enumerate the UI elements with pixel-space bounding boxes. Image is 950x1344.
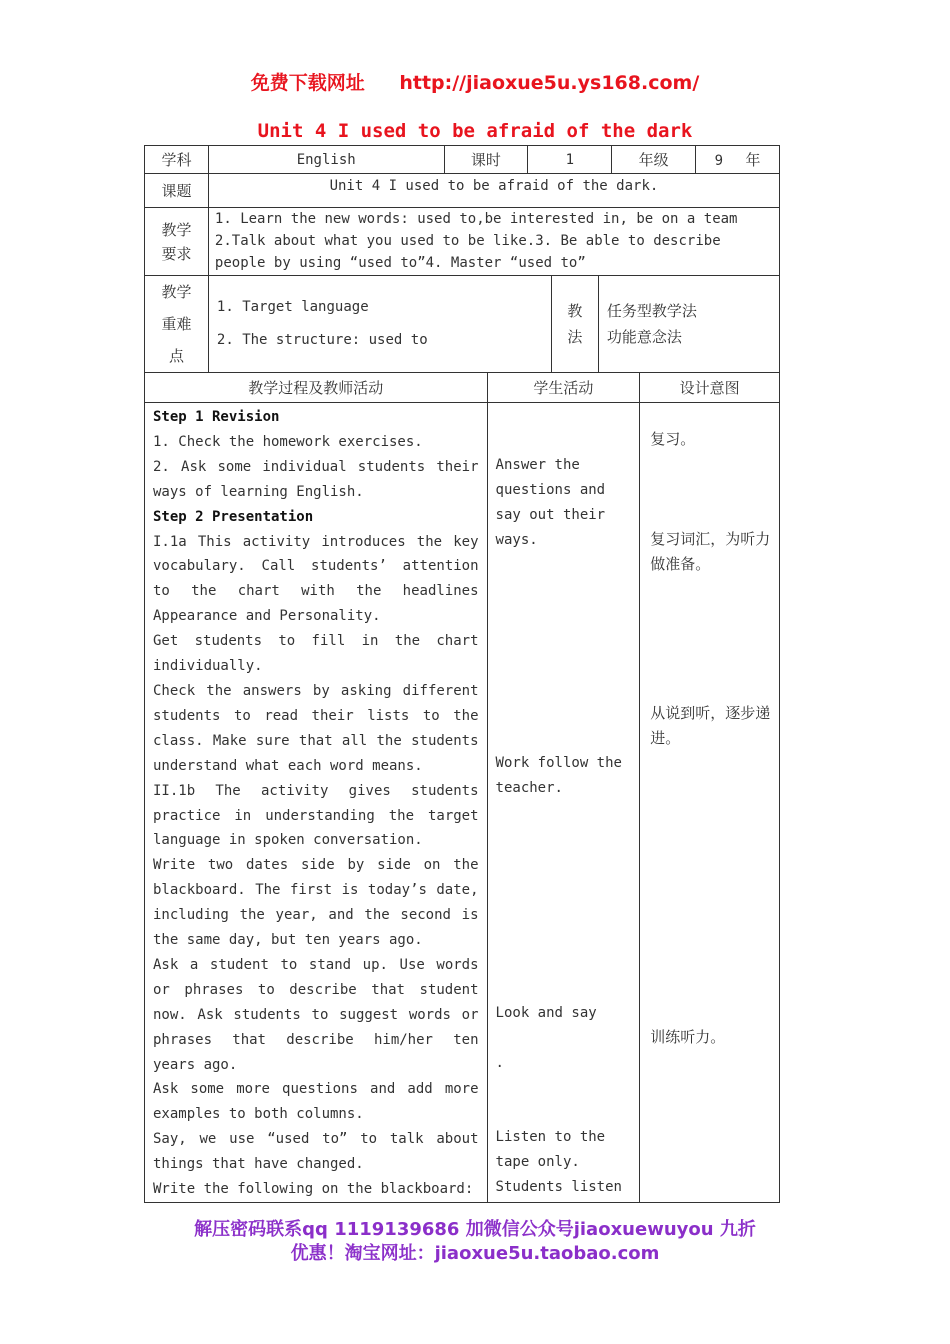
process-line: Ask some more questions and add more examples to both columns. bbox=[153, 1081, 479, 1123]
column-student-header: 学生活动 bbox=[487, 373, 640, 403]
process-line: Check the answers by asking different students to read their lists to the class. Make sure that all the students understand what each word means. bbox=[153, 682, 479, 774]
period-value: 1 bbox=[528, 146, 612, 174]
grade-cell bbox=[696, 146, 780, 174]
column-process-header: 教学过程及教师活动 bbox=[145, 373, 488, 403]
design-intent-cell bbox=[640, 403, 780, 1203]
page-title: Unit 4 I used to be afraid of the dark bbox=[257, 120, 693, 142]
process-line: 2. Ask some individual students their ways of learning English. bbox=[153, 458, 479, 500]
header-banner bbox=[0, 68, 950, 95]
process-line: Say, we use “used to” to talk about things that have changed. bbox=[153, 1131, 479, 1173]
student-activity: . bbox=[495, 1055, 504, 1071]
method-label: 教 法 bbox=[551, 276, 598, 372]
footer-line-1: 解压密码联系qq 1119139686 加微信公众号jiaoxuewuyou 九折 bbox=[194, 1219, 756, 1240]
grade-unit: 年 bbox=[745, 151, 761, 169]
process-line: Ask a student to stand up. Use words or phrases to describe that student now. Ask students to suggest words or phrases that describe him/her ten years ago. bbox=[153, 956, 479, 1073]
topic-label: 课题 bbox=[145, 174, 209, 208]
key-points-text: 1. Target language 2. The structure: used to bbox=[216, 299, 428, 348]
process-step: Step 2 Presentation bbox=[153, 508, 314, 525]
grade-label: 年级 bbox=[612, 146, 696, 174]
subject-label: 学科 bbox=[145, 146, 209, 174]
process-line: 1. Check the homework exercises. bbox=[153, 433, 423, 450]
process-line: Write two dates side by side on the blackboard. The first is today’s date, including the year, and the second is the same day, but ten years ago. bbox=[153, 857, 479, 949]
process-line: Get students to fill in the chart individually. bbox=[153, 633, 479, 675]
student-activity: Work follow the teacher. bbox=[495, 755, 622, 796]
requirements-text: 1. Learn the new words: used to,be interested in, be on a team 2.Talk about what you used to be like.3. Be able to describe people by using “used to”4. Master “used to” bbox=[208, 208, 779, 276]
method-text: 任务型教学法 功能意念法 bbox=[606, 302, 697, 346]
header-url-link[interactable]: http://jiaoxue5u.ys168.com/ bbox=[399, 72, 700, 94]
period-label: 课时 bbox=[444, 146, 528, 174]
column-intent-header: 设计意图 bbox=[640, 373, 780, 403]
process-line: I.1a This activity introduces the key vocabulary. Call students’ attention to the chart with the headlines Appearance and Personality. bbox=[153, 533, 479, 625]
lesson-meta-table bbox=[144, 145, 780, 373]
lesson-process-table bbox=[144, 372, 780, 1203]
topic-value: Unit 4 I used to be afraid of the dark. bbox=[208, 174, 779, 208]
key-points-label: 教学 重难 点 bbox=[145, 276, 209, 373]
requirements-label: 教学 要求 bbox=[145, 208, 209, 276]
student-activity: Look and say bbox=[495, 1005, 597, 1021]
process-step: Step 1 Revision bbox=[153, 409, 280, 425]
design-intent: 训练听力。 bbox=[650, 1028, 726, 1046]
student-activity-cell bbox=[487, 403, 640, 1203]
footer-note bbox=[0, 1218, 950, 1266]
header-label: 免费下载网址 bbox=[250, 72, 365, 94]
student-activity: Students listen bbox=[495, 1179, 622, 1195]
design-intent: 复习。 bbox=[650, 430, 696, 448]
process-line: II.1b The activity gives students practice in understanding the target language in spoken conversation. bbox=[153, 782, 479, 849]
footer-line-2: 优惠！淘宝网址：jiaoxue5u.taobao.com bbox=[290, 1243, 660, 1264]
subject-value: English bbox=[208, 146, 444, 174]
teacher-activity-cell bbox=[145, 403, 488, 1203]
design-intent: 从说到听，逐步递进。 bbox=[650, 704, 771, 747]
design-intent: 复习词汇，为听力做准备。 bbox=[650, 530, 771, 573]
process-line: Write the following on the blackboard: bbox=[153, 1181, 474, 1198]
student-activity: Listen to the tape only. bbox=[495, 1129, 606, 1170]
grade-value: 9 bbox=[714, 153, 724, 169]
student-activity: Answer the questions and say out their ways. bbox=[495, 457, 606, 548]
